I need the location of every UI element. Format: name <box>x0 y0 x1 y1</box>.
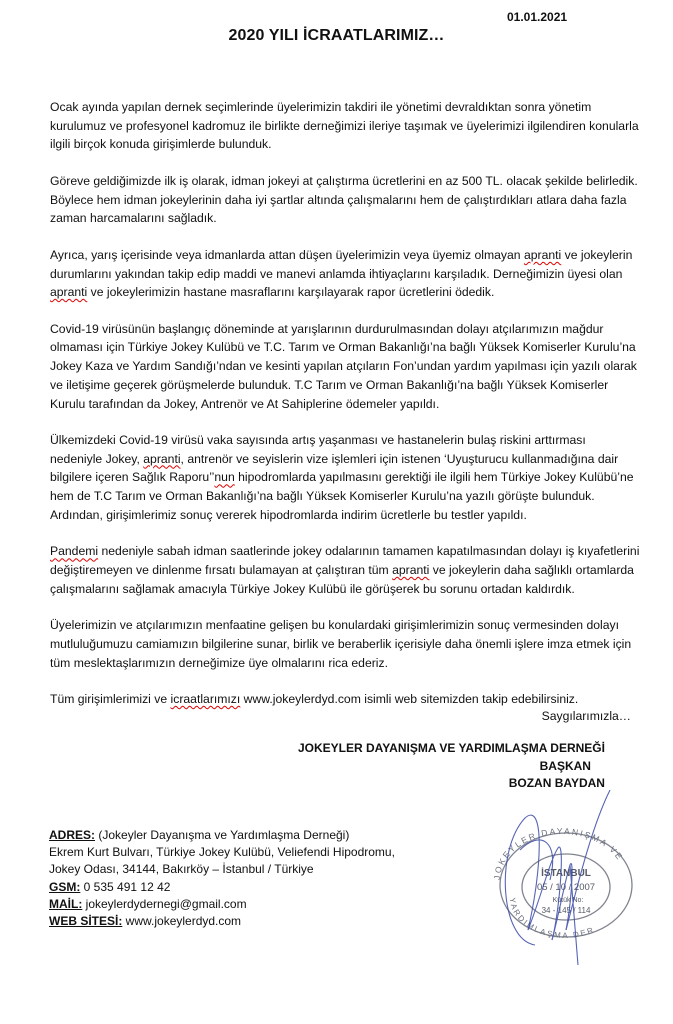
spellcheck-flagged-word: icraatlarımızı <box>170 692 241 707</box>
stamp-city: İSTANBUL <box>541 868 591 879</box>
stamp-date: 05 / 10 / 2007 <box>536 882 596 893</box>
signature-name: BOZAN BAYDAN <box>508 776 605 790</box>
web-label: WEB SİTESİ: <box>49 914 123 929</box>
signature-organization: JOKEYLER DAYANIŞMA VE YARDIMLAŞMA DERNEĞİ <box>298 741 605 755</box>
address-line-1 <box>49 827 395 844</box>
address-label: ADRES: <box>49 828 96 842</box>
spellcheck-flagged-word: apranti <box>143 451 181 466</box>
spellcheck-flagged-word: Pandemi <box>50 544 99 559</box>
web-value: www.jokeylerdyd.com <box>122 914 242 929</box>
body-paragraph: Ülkemizdeki Covid-19 virüsü vaka sayısında artış yaşanması ve hastanelerin bulaş riskini arttırması nedeniyle Jokey, apranti, antrenör ve seyislerin vize işlemleri için istenen ‘Uyuşturucu kullanmadığına dair bilgilere içeren Sağlık Raporu’’nun hipodromlarda yapılmasını gerektiği ile ilgili hem Türkiye Jokey Kulübü’ne hem de T.C Tarım ve Orman Bakanlığı’na bağlı Yüksek Komiserler Kurulu’na yazılı görüşte bulunduk. Ardından, girişimlerimiz sonuç vererek hipodromlarda indirim ücretlerle bu testler yapıldı. <box>50 433 634 522</box>
stamp-kutuk-label: Kütük No: <box>552 897 584 904</box>
closing-regards: Saygılarımızla… <box>541 709 631 723</box>
spellcheck-flagged-word: nun <box>214 470 235 485</box>
web-line <box>49 913 395 930</box>
stamp-kutuk-value: 34 - 145 / 114 <box>541 906 591 915</box>
stamp-ring-text: JOKEYLER DAYANIŞMA VE <box>491 825 626 881</box>
signature-role: BAŞKAN <box>539 758 591 773</box>
mail-label: MAİL: <box>49 896 83 911</box>
contact-block <box>49 827 395 930</box>
document-title: 2020 YILI İCRAATLARIMIZ… <box>228 27 445 44</box>
stamp-and-signature <box>470 790 650 965</box>
body-paragraph: Göreve geldiğimizde ilk iş olarak, idman jokeyi at çalıştırma ücretlerini en az 500 TL. olacak şekilde belirledik. Böylece hem idman jokeylerinin daha iyi şartlar altında çalışmalarını hem de çalıştırdıkları atlara daha fazla zaman harcamalarını sağladık. <box>50 173 638 226</box>
address-org: (Jokeyler Dayanışma ve Yardımlaşma Derneği) <box>95 828 350 842</box>
signature-block <box>298 740 605 793</box>
address-line-2: Ekrem Kurt Bulvarı, Türkiye Jokey Kulübü, Veliefendi Hipodromu, <box>49 845 395 860</box>
spellcheck-flagged-word: apranti <box>50 285 88 300</box>
document-date: 01.01.2021 <box>507 10 568 24</box>
mail-value: jokeylerdydernegi@gmail.com <box>82 896 247 911</box>
body-paragraph: Covid-19 virüsünün başlangıç döneminde at yarışlarının durdurulmasından dolayı atçılarımızın mağdur olmaması için Türkiye Jokey Kulübü ve T.C. Tarım ve Orman Bakanlığı’na bağlı Yüksek Komiserler Kurulu’na Jokey Kaza ve Yardım Sandığı’ndan ve kesinti yapılan atçıların Fon’undan yardım yapılması için yazılı olarak ve iletişime geçerek görüşmelerde bulunduk. T.C Tarım ve Orman Bakanlığı’na bağlı Yüksek Komiserler Kurulu tarafından da Jokey, Antrenör ve At Sahiplerine ödemeler yapıldı. <box>50 321 637 411</box>
address-line-3: Jokey Odası, 34144, Bakırköy – İstanbul / Türkiye <box>49 862 314 877</box>
gsm-value: 0 535 491 12 42 <box>80 879 171 894</box>
gsm-line <box>49 879 395 896</box>
body-paragraph: Pandemi nedeniyle sabah idman saatlerinde jokey odalarının tamamen kapatılmasından dolayı iş kıyafetlerini değiştiremeyen ve dinlenme fırsatı bulamayan at çalıştıran tüm apranti ve jokeylerin daha sağlıklı ortamlarda çalışmalarını sağlamak amacıyla Türkiye Jokey Kulübü ile görüşerek bu sorunu ortadan kaldırdık. <box>50 544 640 596</box>
body-paragraph: Tüm girişimlerimizi ve icraatlarımızı www.jokeylerdyd.com isimli web sitemizden takip edebilirsiniz. <box>50 692 579 707</box>
body-paragraph: Üyelerimizin ve atçılarımızın menfaatine gelişen bu konulardaki girişimlerimizin sonuç vermesinden dolayı mutluluğumuzu camiamızın bilgilerine sunar, birlik ve beraberlik içerisiyle daha önemli işlere imza etmek için tüm meslektaşlarımızın derneğimize üye olmalarını rica ederiz. <box>50 618 632 670</box>
document-body <box>50 98 640 727</box>
body-paragraph: Ayrıca, yarış içerisinde veya idmanlarda attan düşen üyelerimizin veya üyemiz olmayan apranti ve jokeylerin durumlarını yakından takip edip maddi ve manevi anlamda ihtiyaçlarını karşıladık. Derneğimizin üyesi olan apranti ve jokeylerimizin hastane masraflarını karşılayarak rapor ücretlerini ödedik. <box>50 247 633 300</box>
spellcheck-flagged-word: apranti <box>523 247 562 262</box>
gsm-label: GSM: <box>49 879 81 894</box>
mail-line <box>49 896 395 913</box>
svg-text:YARDIMLAŞMA DER: YARDIMLAŞMA DER <box>507 897 597 941</box>
body-paragraph: Ocak ayında yapılan dernek seçimlerinde üyelerimizin takdiri ile yönetimi devraldıktan sonra yönetim kurulumuz ve profesyonel kadromuz ile birlikte derneğimizi ileriye taşımak ve üyelerimizi ilgilendiren konularla ilgili birçok konuda girişimlerde bulunduk. <box>50 100 639 152</box>
spellcheck-flagged-word: apranti <box>392 563 430 578</box>
